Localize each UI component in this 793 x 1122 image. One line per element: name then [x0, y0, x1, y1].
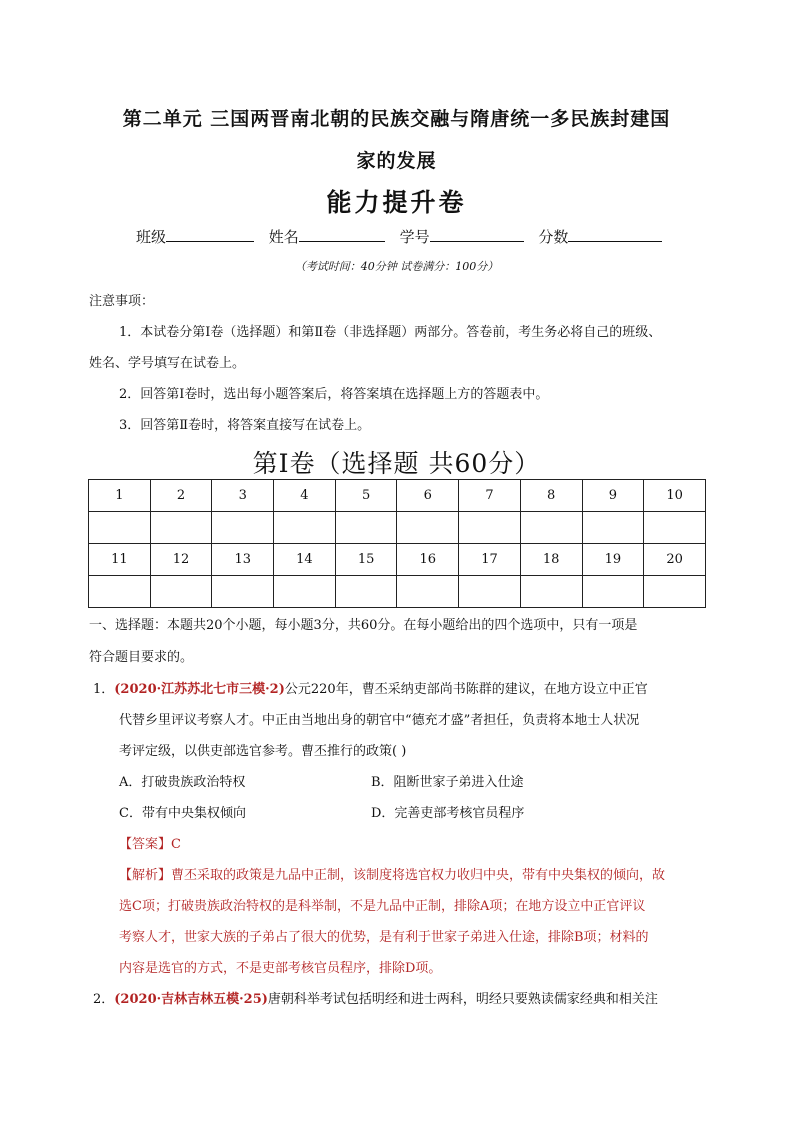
question-number: 1．	[93, 682, 115, 697]
analysis-line-3: 考察人才，世家大族的子弟占了很大的优势，是有利于世家子弟进入仕途，排除B项；材料的	[119, 930, 649, 945]
analysis-text: 曹丕采取的政策是九品中正制，该制度将选官权力收归中央，带有中央集权的倾向，故	[171, 868, 666, 883]
grid-cell: 5	[335, 480, 397, 512]
answer-cell[interactable]	[582, 512, 644, 544]
grid-cell: 17	[459, 544, 521, 576]
grid-cell: 9	[582, 480, 644, 512]
grid-cell: 8	[520, 480, 582, 512]
analysis-line-2: 选C项；打破贵族政治特权的是科举制，不是九品中正制，排除A项；在地方设立中正官评议	[119, 899, 646, 914]
class-blank	[166, 226, 254, 242]
answer-cell[interactable]	[150, 576, 212, 608]
note-2: 2．回答第Ⅰ卷时，选出每小题答案后，将答案填在选择题上方的答题表中。	[119, 387, 549, 402]
question-text: 公元220年，曹丕采纳吏部尚书陈群的建议，在地方设立中正官	[284, 682, 648, 697]
grid-number-row-2	[89, 544, 706, 576]
answer-cell[interactable]	[520, 576, 582, 608]
question-1-line-1	[93, 678, 648, 697]
answer-cell[interactable]	[89, 576, 151, 608]
subtitle: 能力提升卷	[326, 188, 467, 217]
answer-cell[interactable]	[459, 512, 521, 544]
grid-answer-row-1	[89, 512, 706, 544]
answer-cell[interactable]	[582, 576, 644, 608]
answer-cell[interactable]	[212, 576, 274, 608]
student-info-row	[136, 226, 672, 247]
question-number: 2．	[93, 992, 115, 1007]
answer-cell[interactable]	[89, 512, 151, 544]
name-label: 姓名	[268, 228, 299, 246]
answer-cell[interactable]	[274, 576, 336, 608]
answer-cell[interactable]	[459, 576, 521, 608]
instructions-line-1: 一、选择题：本题共20个小题，每小题3分，共60分。在每小题给出的四个选项中，只有一项是	[89, 618, 638, 633]
question-source: (2020·江苏苏北七市三模·2)	[114, 682, 285, 697]
answer-cell[interactable]	[644, 576, 706, 608]
question-text: 唐朝科举考试包括明经和进士两科，明经只要熟读儒家经典和相关注	[267, 992, 658, 1007]
question-source: (2020·吉林吉林五模·25)	[114, 992, 268, 1007]
id-blank	[430, 226, 524, 242]
grid-cell: 16	[397, 544, 459, 576]
grid-cell: 15	[335, 544, 397, 576]
answer-text: 【答案】C	[119, 837, 181, 852]
analysis-label: 【解析】	[119, 868, 172, 883]
answer-cell[interactable]	[397, 576, 459, 608]
title-line-2: 家的发展	[356, 150, 437, 172]
name-blank	[299, 226, 385, 242]
grid-cell: 3	[212, 480, 274, 512]
grid-cell: 6	[397, 480, 459, 512]
grid-cell: 12	[150, 544, 212, 576]
id-label: 学号	[399, 228, 430, 246]
answer-cell[interactable]	[335, 512, 397, 544]
grid-cell: 4	[274, 480, 336, 512]
question-2-line-1	[93, 988, 658, 1007]
grid-answer-row-2	[89, 576, 706, 608]
note-1b: 姓名、学号填写在试卷上。	[89, 356, 246, 371]
grid-cell: 11	[89, 544, 151, 576]
grid-cell: 2	[150, 480, 212, 512]
answer-cell[interactable]	[150, 512, 212, 544]
answer-cell[interactable]	[644, 512, 706, 544]
score-blank	[568, 226, 662, 242]
option-c[interactable]: C．带有中央集权倾向	[119, 806, 246, 821]
notes-heading: 注意事项：	[89, 294, 155, 309]
section-title: 第Ⅰ卷（选择题 共60分）	[252, 449, 541, 478]
exam-timing: （考试时间：40分钟 试卷满分：100分）	[294, 260, 499, 273]
grid-cell: 20	[644, 544, 706, 576]
instructions-line-2: 符合题目要求的。	[89, 650, 194, 665]
analysis-line-1	[119, 864, 665, 883]
answer-grid	[88, 479, 706, 608]
analysis-line-4: 内容是选官的方式，不是吏部考核官员程序，排除D项。	[119, 961, 442, 976]
option-b[interactable]: B．阻断世家子弟进入仕途	[371, 775, 524, 790]
grid-cell: 1	[89, 480, 151, 512]
question-1-line-2: 代替乡里评议考察人才。中正由当地出身的朝官中“德充才盛”者担任，负责将本地士人状况	[119, 713, 640, 728]
title-line-1: 第二单元 三国两晋南北朝的民族交融与隋唐统一多民族封建国	[122, 108, 671, 130]
grid-cell: 14	[274, 544, 336, 576]
grid-cell: 19	[582, 544, 644, 576]
grid-number-row-1	[89, 480, 706, 512]
question-1-line-3: 考评定级，以供吏部选官参考。曹丕推行的政策( )	[119, 744, 407, 759]
option-a[interactable]: A．打破贵族政治特权	[119, 775, 246, 790]
grid-cell: 7	[459, 480, 521, 512]
note-1a: 1．本试卷分第Ⅰ卷（选择题）和第Ⅱ卷（非选择题）两部分。答卷前，考生务必将自己的班级、	[119, 325, 662, 340]
answer-cell[interactable]	[212, 512, 274, 544]
score-label: 分数	[538, 228, 569, 246]
answer-cell[interactable]	[274, 512, 336, 544]
grid-cell: 13	[212, 544, 274, 576]
note-3: 3．回答第Ⅱ卷时，将答案直接写在试卷上。	[119, 418, 371, 433]
option-d[interactable]: D．完善吏部考核官员程序	[371, 806, 525, 821]
grid-cell: 10	[644, 480, 706, 512]
answer-cell[interactable]	[520, 512, 582, 544]
class-label: 班级	[136, 228, 167, 246]
answer-cell[interactable]	[397, 512, 459, 544]
grid-cell: 18	[520, 544, 582, 576]
answer-cell[interactable]	[335, 576, 397, 608]
